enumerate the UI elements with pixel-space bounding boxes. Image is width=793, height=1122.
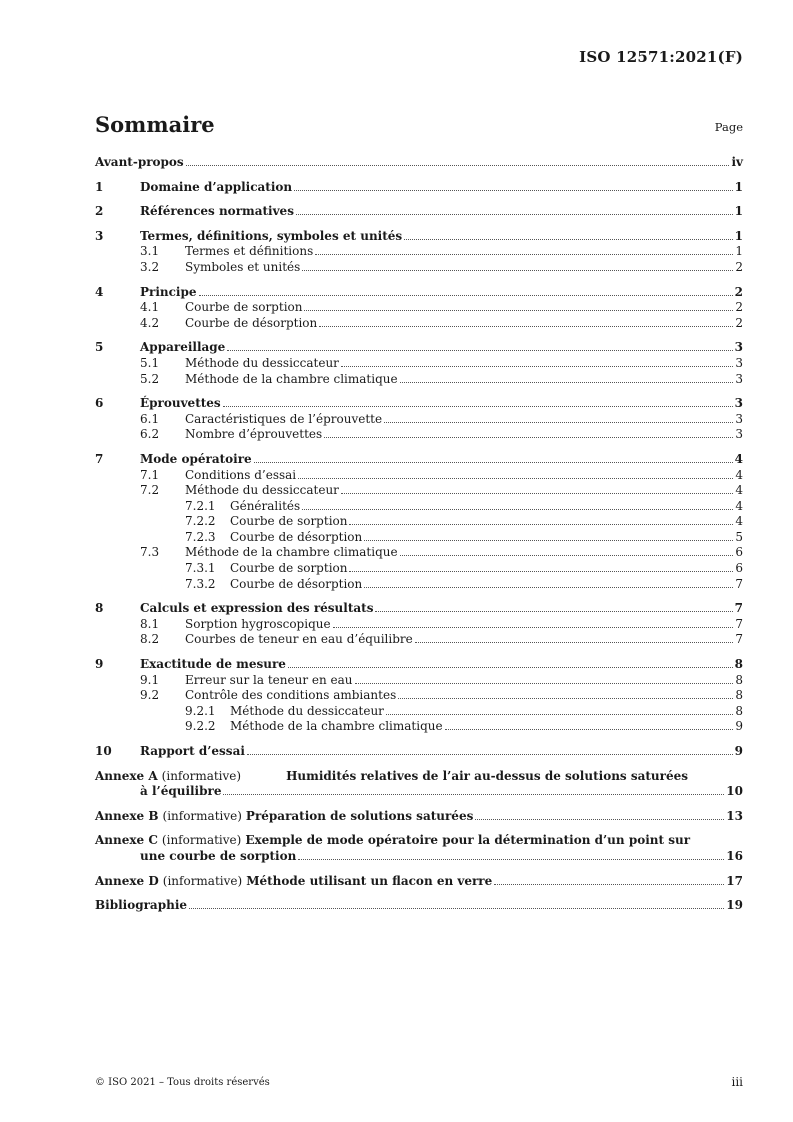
toc-entry-text: Contrôle des conditions ambiantes [185, 688, 397, 703]
toc-entry-number: 6.2 [140, 427, 160, 442]
toc-entry-text: Courbe de sorption [230, 561, 348, 576]
toc-entry-page: 5 [735, 529, 743, 544]
toc-subentry[interactable] [95, 545, 743, 561]
toc-subentry[interactable] [95, 260, 743, 276]
toc-entry-page: 3 [734, 396, 743, 411]
annex-title-line2: une courbe de sorption [140, 848, 297, 863]
toc-entry-page: 6 [735, 545, 743, 560]
toc-entry-page: 9 [735, 719, 743, 734]
annex-kind: (informative) [162, 808, 242, 823]
toc-section-5 [95, 340, 743, 387]
dot-leader [386, 714, 733, 715]
toc-entry-text: Méthode du dessiccateur [185, 483, 339, 498]
toc-entry-page: 10 [726, 784, 743, 799]
toc-entry-page: 8 [734, 657, 743, 672]
toc-section-10 [95, 744, 743, 760]
toc-entry-text: Courbe de sorption [230, 514, 348, 529]
toc-entry-number: 5.2 [140, 371, 160, 386]
copyright-notice: © ISO 2021 – Tous droits réservés [95, 1077, 270, 1088]
toc-subentry[interactable] [95, 300, 743, 316]
page-title: Sommaire [95, 112, 215, 137]
toc-entry-page: 7 [735, 616, 743, 631]
toc-entry-page: 2 [735, 300, 743, 315]
toc-subentry[interactable] [95, 412, 743, 428]
toc-entry-page: 9 [734, 744, 743, 758]
toc-entry[interactable] [95, 229, 743, 245]
toc-section-1 [95, 180, 743, 196]
toc-entry-text: Exactitude de mesure [140, 657, 286, 672]
toc-entry-number: 10 [95, 744, 112, 758]
dot-leader [223, 406, 733, 407]
toc-foreword [95, 155, 743, 171]
toc-entry-page: 7 [735, 576, 743, 591]
toc-entry-page: 1 [735, 244, 743, 259]
dot-leader [298, 859, 724, 860]
annex-label: Annexe D [95, 873, 159, 888]
toc-entry-text: Conditions d’essai [185, 467, 297, 482]
dot-leader [400, 555, 734, 556]
toc-entry-text: Domaine d’application [140, 179, 293, 194]
toc-entry-page: 7 [734, 601, 743, 616]
dot-leader [324, 437, 733, 438]
title-row [95, 112, 743, 142]
toc-bibliography [95, 898, 743, 914]
toc-subentry[interactable] [95, 372, 743, 388]
toc-entry[interactable] [95, 396, 743, 412]
dot-leader [364, 540, 733, 541]
toc-annex-a[interactable] [95, 769, 743, 800]
toc-entry-page: 4 [735, 514, 743, 529]
dot-leader [475, 819, 724, 820]
dot-leader [296, 214, 733, 215]
toc-subentry[interactable] [95, 632, 743, 648]
toc-entry-page: 8 [735, 672, 743, 687]
toc-subentry[interactable] [95, 688, 743, 704]
annex-title-line1: Humidités relatives de l’air au-dessus de solutions saturées [286, 768, 688, 783]
toc-entry-page: 2 [735, 259, 743, 274]
toc-entry-page: 16 [726, 848, 743, 863]
toc-entry-number: 7 [95, 451, 104, 466]
toc-subentry[interactable] [95, 244, 743, 260]
dot-leader [186, 165, 730, 166]
toc-entry[interactable] [95, 180, 743, 196]
dot-leader [364, 587, 733, 588]
toc-annex-c[interactable] [95, 833, 743, 864]
dot-leader [349, 524, 733, 525]
toc-entry-page: iv [731, 155, 743, 169]
toc-entry-page: 4 [735, 483, 743, 498]
toc-entry[interactable] [95, 204, 743, 220]
toc-entry-text: Mode opératoire [140, 451, 252, 466]
page-number: iii [731, 1075, 743, 1089]
toc-entry-page: 3 [734, 340, 743, 355]
dot-leader [375, 611, 732, 612]
toc-entry-text: Méthode de la chambre climatique [230, 719, 443, 734]
document-reference: ISO 12571:2021(F) [579, 48, 743, 66]
toc-entry-number: 7.3 [140, 545, 160, 560]
toc-entry-page: 4 [734, 451, 743, 466]
toc-subsubentry[interactable] [95, 530, 743, 546]
toc-subentry[interactable] [95, 673, 743, 689]
table-of-contents [95, 155, 743, 923]
toc-annex-d[interactable] [95, 874, 743, 890]
toc-entry-text: Principe [140, 284, 197, 299]
toc-entry-page: 7 [735, 632, 743, 647]
toc-subsubentry[interactable] [95, 499, 743, 515]
toc-entry[interactable] [95, 898, 743, 914]
toc-entry-page: 13 [726, 808, 743, 823]
toc-entry-page: 19 [726, 898, 743, 913]
toc-entry-number: 7.2.1 [185, 498, 216, 513]
toc-entry[interactable] [95, 452, 743, 468]
dot-leader [404, 239, 732, 240]
dot-leader [341, 366, 733, 367]
toc-entry-page: 1 [734, 204, 743, 219]
toc-entry-page: 8 [735, 688, 743, 703]
toc-entry-page: 2 [735, 315, 743, 330]
toc-entry-text: Généralités [230, 498, 301, 513]
annex-kind: (informative) [161, 768, 242, 783]
toc-entry-text: Courbe de désorption [230, 529, 363, 544]
toc-entry-number: 8.2 [140, 632, 160, 647]
toc-entry-number: 5.1 [140, 355, 160, 370]
dot-leader [298, 478, 733, 479]
dot-leader [341, 493, 733, 494]
toc-section-7 [95, 452, 743, 592]
toc-subsubentry[interactable] [95, 577, 743, 593]
toc-entry[interactable] [95, 155, 743, 171]
toc-entry-page: 8 [735, 703, 743, 718]
toc-entry-text: Avant-propos [95, 155, 184, 169]
toc-entry[interactable] [95, 340, 743, 356]
annex-title: Préparation de solutions saturées [245, 808, 474, 823]
annex-kind: (informative) [162, 873, 243, 888]
toc-entry-number: 9.2 [140, 688, 160, 703]
dot-leader [302, 509, 733, 510]
toc-entry-text: Courbe de sorption [185, 300, 303, 315]
toc-entry-number: 7.3.1 [185, 561, 216, 576]
toc-entry-number: 7.3.2 [185, 576, 216, 591]
toc-subsubentry[interactable] [95, 514, 743, 530]
toc-entry-text: Appareillage [140, 340, 226, 355]
toc-entry-text: Méthode de la chambre climatique [185, 545, 398, 560]
toc-section-8 [95, 601, 743, 648]
dot-leader [494, 884, 724, 885]
toc-subentry[interactable] [95, 356, 743, 372]
toc-entry-text: Caractéristiques de l’éprouvette [185, 411, 383, 426]
toc-entry-text: Méthode du dessiccateur [230, 703, 384, 718]
toc-subsubentry[interactable] [95, 561, 743, 577]
dot-leader [199, 295, 733, 296]
page-column-label: Page [714, 120, 743, 134]
toc-entry-number: 8 [95, 601, 104, 616]
dot-leader [189, 908, 724, 909]
toc-entry-number: 4.2 [140, 315, 160, 330]
toc-subentry[interactable] [95, 617, 743, 633]
toc-entry-text: Méthode du dessiccateur [185, 355, 339, 370]
dot-leader [400, 382, 734, 383]
toc-entry-text: Calculs et expression des résultats [140, 601, 374, 616]
toc-entry-text: Éprouvettes [140, 396, 221, 411]
toc-entry-number: 2 [95, 204, 104, 219]
toc-annex-b[interactable] [95, 809, 743, 825]
annex-label: Annexe A [95, 768, 158, 783]
toc-entry-number: 7.2.3 [185, 529, 216, 544]
toc-subsubentry[interactable] [95, 704, 743, 720]
toc-entry-text: Méthode de la chambre climatique [185, 371, 398, 386]
toc-entry-text: Nombre d’éprouvettes [185, 427, 323, 442]
dot-leader [247, 754, 733, 755]
annex-label: Annexe B [95, 808, 159, 823]
dot-leader [315, 254, 733, 255]
toc-entry-text: Références normatives [140, 204, 294, 219]
toc-entry-page: 3 [735, 427, 743, 442]
toc-section-9 [95, 657, 743, 735]
toc-section-4 [95, 285, 743, 332]
toc-entry-number: 9 [95, 657, 104, 672]
dot-leader [319, 326, 733, 327]
toc-subentry[interactable] [95, 468, 743, 484]
dot-leader [304, 310, 733, 311]
toc-entry-page: 3 [735, 411, 743, 426]
toc-entry-page: 2 [734, 284, 743, 299]
dot-leader [355, 683, 734, 684]
toc-entry-page: 3 [735, 355, 743, 370]
dot-leader [294, 190, 733, 191]
toc-entry[interactable] [95, 744, 743, 760]
toc-entry-page: 1 [734, 179, 743, 194]
toc-entry-text: Symboles et unités [185, 259, 301, 274]
toc-entry-text: Rapport d’essai [140, 744, 245, 758]
toc-entry-text: Erreur sur la teneur en eau [185, 672, 353, 687]
toc-section-3 [95, 229, 743, 276]
toc-entry-number: 7.2.2 [185, 514, 216, 529]
toc-entry-number: 7.2 [140, 483, 160, 498]
toc-entry-number: 9.1 [140, 672, 160, 687]
annex-title-line2: à l’équilibre [140, 784, 222, 799]
toc-entry-page: 4 [735, 498, 743, 513]
toc-section-2 [95, 204, 743, 220]
toc-subentry[interactable] [95, 483, 743, 499]
toc-entry-page: 17 [726, 873, 743, 888]
dot-leader [415, 642, 734, 643]
toc-entry-page: 3 [735, 371, 743, 386]
toc-entry-page: 6 [735, 561, 743, 576]
toc-entry-text: Courbe de désorption [185, 315, 318, 330]
toc-entry-number: 9.2.1 [185, 703, 216, 718]
toc-entry-text: Termes, définitions, symboles et unités [140, 228, 403, 243]
toc-subsubentry[interactable] [95, 719, 743, 735]
toc-subentry[interactable] [95, 316, 743, 332]
dot-leader [398, 698, 733, 699]
toc-entry-number: 5 [95, 340, 104, 355]
toc-entry[interactable] [95, 601, 743, 617]
dot-leader [349, 571, 733, 572]
toc-entry-number: 3.1 [140, 244, 160, 259]
annex-title: Méthode utilisant un flacon en verre [246, 873, 493, 888]
toc-entry[interactable] [95, 657, 743, 673]
toc-entry-text: Courbes de teneur en eau d’équilibre [185, 632, 413, 647]
toc-entry-number: 4.1 [140, 300, 160, 315]
toc-entry-number: 3 [95, 228, 104, 243]
toc-entry-number: 6.1 [140, 411, 160, 426]
toc-entry-number: 9.2.2 [185, 719, 216, 734]
toc-entry-page: 1 [734, 228, 743, 243]
toc-entry-number: 3.2 [140, 259, 160, 274]
toc-entry-number: 7.1 [140, 467, 160, 482]
toc-entry-number: 1 [95, 179, 104, 194]
toc-section-6 [95, 396, 743, 443]
dot-leader [254, 462, 733, 463]
dot-leader [333, 627, 734, 628]
annex-label: Annexe C [95, 833, 158, 848]
dot-leader [384, 422, 733, 423]
toc-entry[interactable] [95, 285, 743, 301]
toc-entry-text: Bibliographie [95, 898, 188, 913]
toc-entry-page: 4 [735, 467, 743, 482]
toc-entry-text: Sorption hygroscopique [185, 616, 331, 631]
dot-leader [288, 667, 733, 668]
annex-title-line1: Exemple de mode opératoire pour la détermination d’un point sur [245, 833, 691, 848]
dot-leader [227, 350, 732, 351]
toc-entry-number: 6 [95, 396, 104, 411]
toc-entry-text: Courbe de désorption [230, 576, 363, 591]
toc-entry-text: Termes et définitions [185, 244, 314, 259]
toc-entry-number: 8.1 [140, 616, 160, 631]
dot-leader [302, 270, 733, 271]
toc-subentry[interactable] [95, 427, 743, 443]
toc-entry-number: 4 [95, 284, 104, 299]
annex-kind: (informative) [161, 833, 242, 848]
dot-leader [223, 794, 724, 795]
dot-leader [445, 729, 734, 730]
